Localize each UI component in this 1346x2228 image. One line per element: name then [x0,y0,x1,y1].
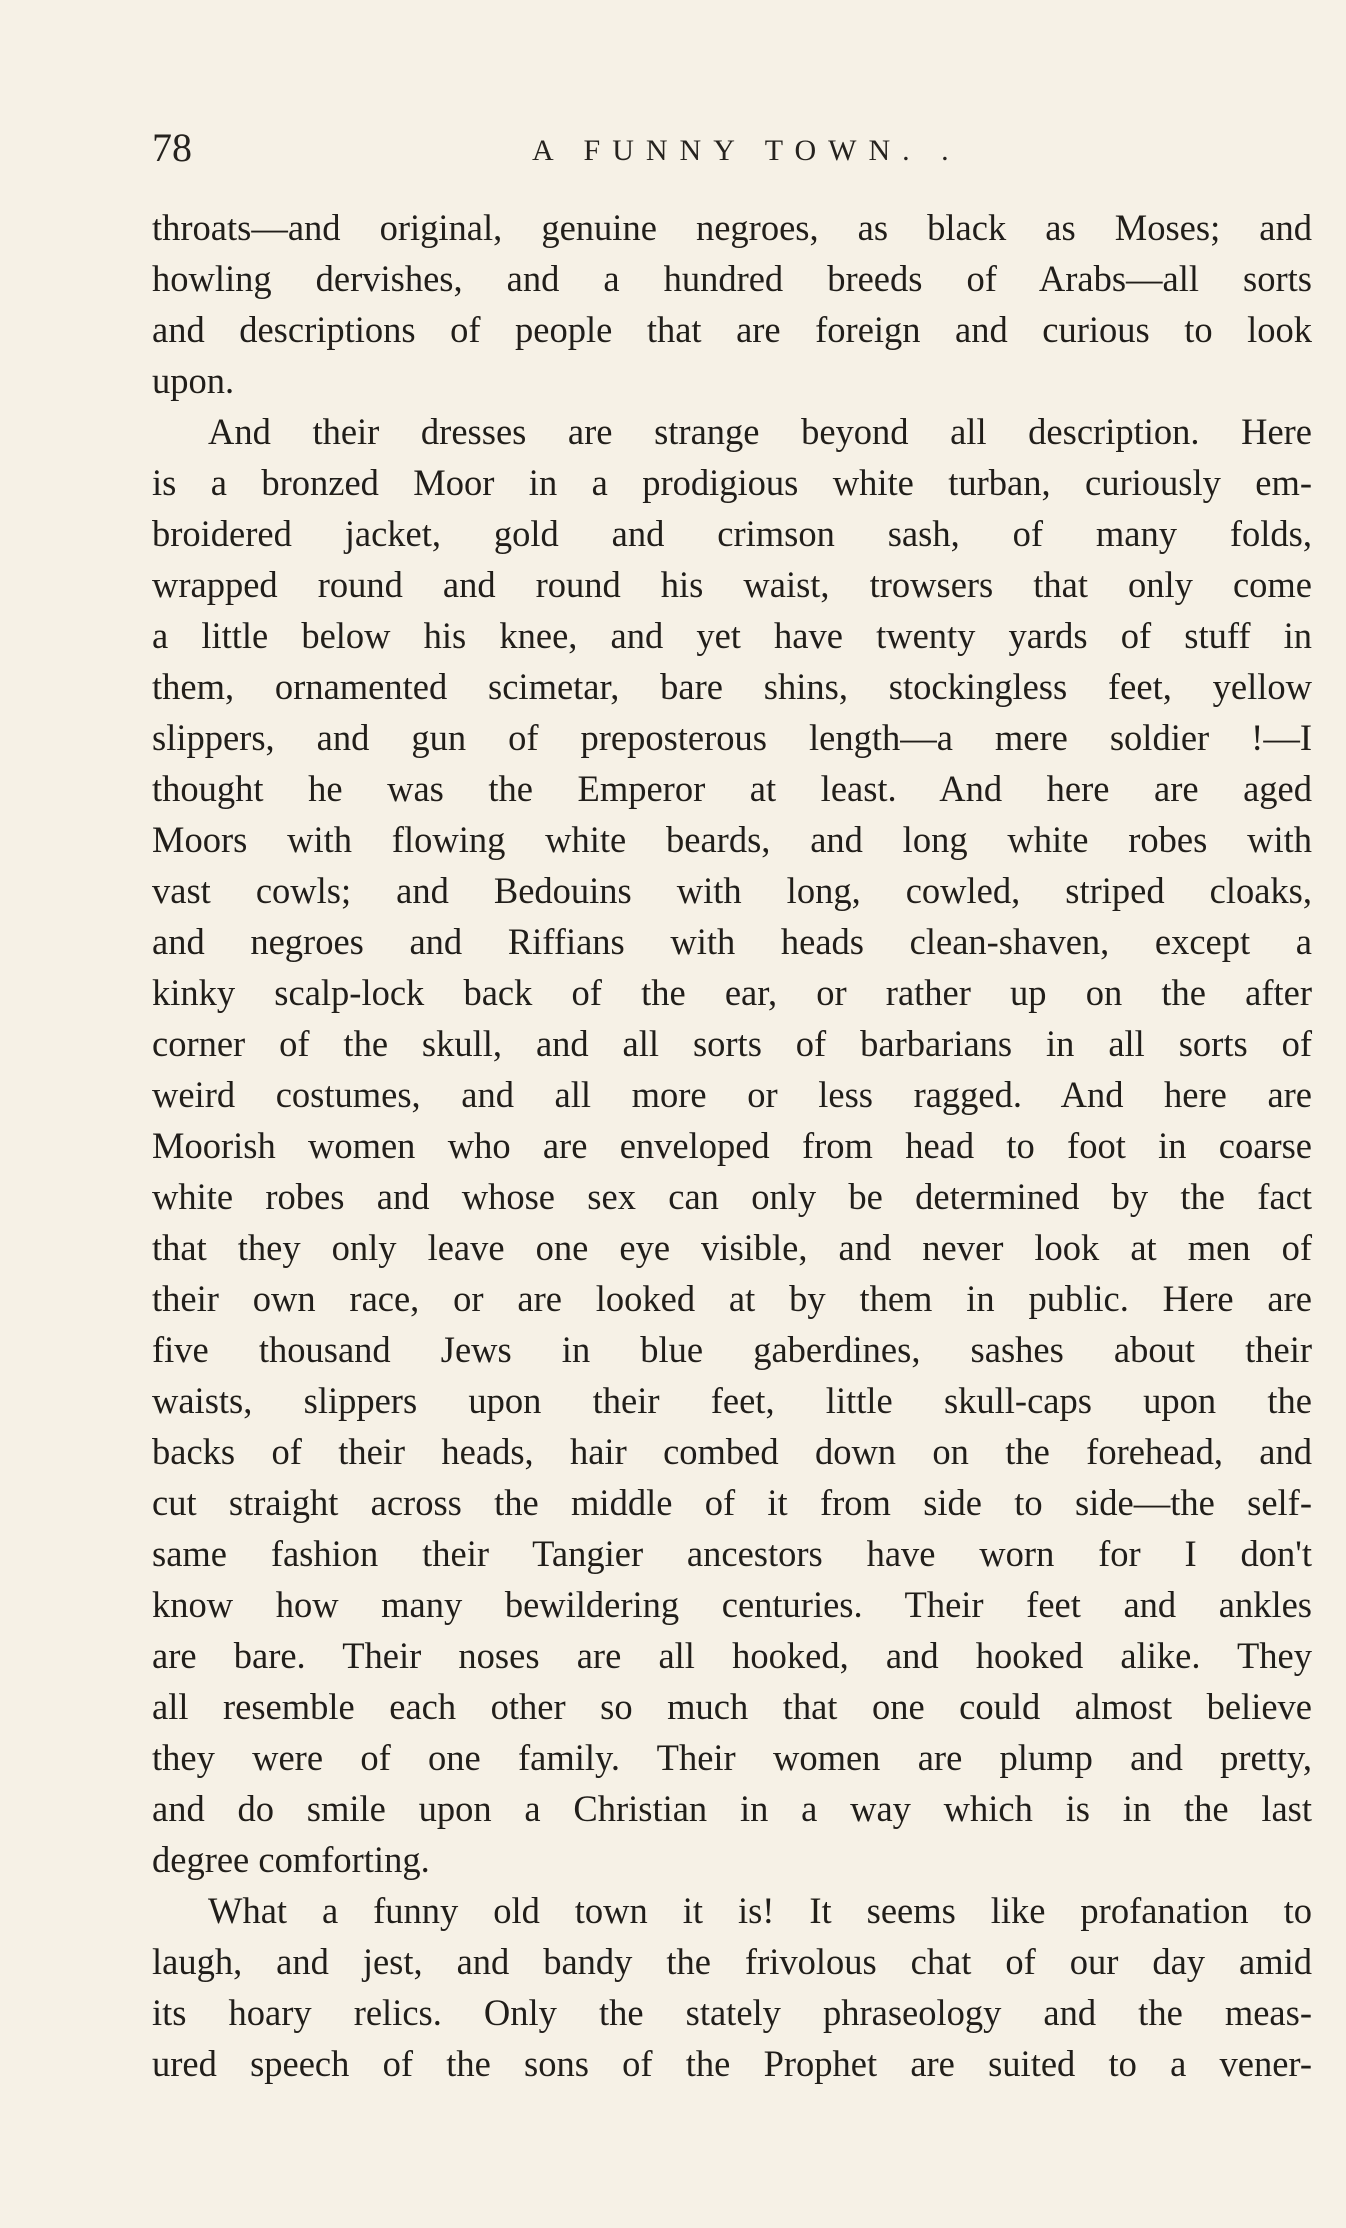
running-head: A FUNNY TOWN. . [532,134,961,167]
text-line: a little below his knee, and yet have twenty yards of stuff in [152,615,1312,656]
text-line: waists, slippers upon their feet, little skull-caps upon the [152,1380,1312,1421]
text-line: white robes and whose sex can only be determined by the fact [152,1176,1312,1217]
text-line: wrapped round and round his waist, trowsers that only come [152,564,1312,605]
text-line: upon. [152,360,235,401]
text-line: And their dresses are strange beyond all description. Here [208,411,1312,452]
text-line: weird costumes, and all more or less ragged. And here are [152,1074,1312,1115]
text-line: howling dervishes, and a hundred breeds of Arabs—all sorts [152,258,1312,299]
text-line: degree comforting. [152,1839,430,1880]
text-line: throats—and original, genuine negroes, as black as Moses; and [152,207,1312,248]
text-line: slippers, and gun of preposterous length—a mere soldier !—I [152,717,1312,758]
text-line: corner of the skull, and all sorts of barbarians in all sorts of [152,1023,1312,1064]
text-line: its hoary relics. Only the stately phraseology and the meas- [152,1992,1312,2033]
text-line: them, ornamented scimetar, bare shins, stockingless feet, yellow [152,666,1312,707]
text-line: broidered jacket, gold and crimson sash, of many folds, [152,513,1312,554]
text-line: What a funny old town it is! It seems like profanation to [208,1890,1312,1931]
page-number: 78 [152,125,192,170]
text-line: ured speech of the sons of the Prophet are suited to a vener- [152,2043,1312,2084]
text-line: cut straight across the middle of it from side to side—the self- [152,1482,1312,1523]
page-header [152,118,1312,178]
text-line: Moors with flowing white beards, and long white robes with [152,819,1312,860]
text-line: laugh, and jest, and bandy the frivolous chat of our day amid [152,1941,1312,1982]
text-line: and negroes and Riffians with heads clean-shaven, except a [152,921,1312,962]
text-line: thought he was the Emperor at least. And here are aged [152,768,1312,809]
text-line: vast cowls; and Bedouins with long, cowled, striped cloaks, [152,870,1312,911]
text-line: five thousand Jews in blue gaberdines, sashes about their [152,1329,1312,1370]
text-line: same fashion their Tangier ancestors have worn for I don't [152,1533,1312,1574]
text-line: kinky scalp-lock back of the ear, or rather up on the after [152,972,1312,1013]
text-line: backs of their heads, hair combed down on the forehead, and [152,1431,1312,1472]
text-line: that they only leave one eye visible, and never look at men of [152,1227,1312,1268]
text-line: Moorish women who are enveloped from head to foot in coarse [152,1125,1312,1166]
text-line: are bare. Their noses are all hooked, and hooked alike. They [152,1635,1312,1676]
text-line: all resemble each other so much that one could almost believe [152,1686,1312,1727]
text-line: is a bronzed Moor in a prodigious white turban, curiously em- [152,462,1312,503]
text-line: their own race, or are looked at by them in public. Here are [152,1278,1312,1319]
text-line: know how many bewildering centuries. Their feet and ankles [152,1584,1312,1625]
text-line: and do smile upon a Christian in a way which is in the last [152,1788,1312,1829]
body-text [152,202,1312,2089]
text-line: they were of one family. Their women are plump and pretty, [152,1737,1312,1778]
text-line: and descriptions of people that are foreign and curious to look [152,309,1312,350]
